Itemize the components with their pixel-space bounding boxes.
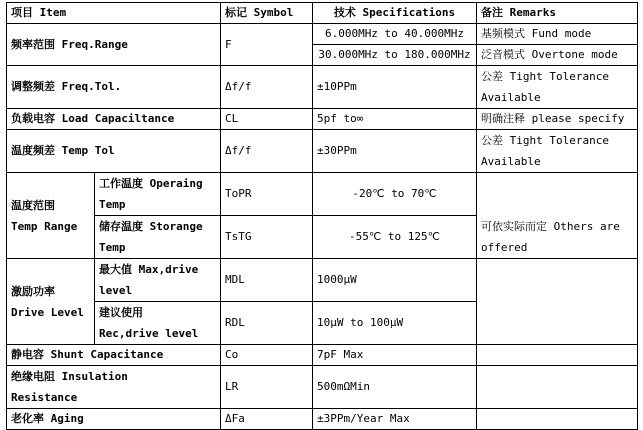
rec-drive-label-line2: Rec,drive level xyxy=(99,327,199,340)
load-cap-item: 负载电容 Load Capaciltance xyxy=(7,109,221,130)
table-row xyxy=(7,366,638,409)
temp-range-remark xyxy=(477,173,638,259)
load-cap-symbol: CL xyxy=(221,109,313,130)
temp-range-item-cn: 温度范围 xyxy=(11,198,55,212)
temp-range-remark-spacer xyxy=(481,174,633,216)
header-item: 项目 Item xyxy=(7,3,221,24)
aging-spec: ±3PPm/Year Max xyxy=(313,409,477,430)
load-cap-remark: 明确注释 please specify xyxy=(477,109,638,130)
insulation-item xyxy=(7,366,221,409)
shunt-cap-item: 静电容 Shunt Capacitance xyxy=(7,345,221,366)
drive-level-item-en: Drive Level xyxy=(11,305,84,319)
header-symbol: 标记 Symbol xyxy=(221,3,313,24)
freq-range-spec-fund: 6.000MHz to 40.000MHz xyxy=(313,24,477,45)
table-row xyxy=(7,259,638,302)
header-row xyxy=(7,3,638,24)
table-row xyxy=(7,409,638,430)
header-spec: 技术 Specifications xyxy=(313,3,477,24)
aging-remark xyxy=(477,409,638,430)
temp-range-remark-line1: 可依实际而定 Others are xyxy=(481,219,620,233)
table-row xyxy=(7,24,638,45)
temp-tol-symbol: Δf/f xyxy=(221,130,313,173)
operating-temp-symbol: ToPR xyxy=(221,173,313,216)
freq-tol-remark-line1: 公差 Tight Tolerance xyxy=(481,70,609,83)
temp-tol-remark xyxy=(477,130,638,173)
insulation-spec: 500mΩMin xyxy=(313,366,477,409)
operating-temp-label-line2: Temp xyxy=(99,198,126,211)
table-row xyxy=(7,109,638,130)
temp-tol-remark-line2: Available xyxy=(481,155,541,168)
shunt-cap-remark xyxy=(477,345,638,366)
freq-range-remark-overtone: 泛音模式 Overtone mode xyxy=(477,45,638,66)
freq-range-spec-overtone: 30.000MHz to 180.000MHz xyxy=(313,45,477,66)
insulation-item-line2: Resistance xyxy=(11,391,78,404)
load-cap-spec: 5pf to∞ xyxy=(313,109,477,130)
storage-temp-label xyxy=(95,216,221,259)
insulation-remark xyxy=(477,366,638,409)
freq-range-symbol: F xyxy=(221,24,313,66)
freq-tol-symbol: Δf/f xyxy=(221,66,313,109)
rec-drive-label xyxy=(95,302,221,345)
temp-range-remark-line2: offered xyxy=(481,240,528,254)
aging-item: 老化率 Aging xyxy=(7,409,221,430)
rec-drive-spec: 10μW to 100μW xyxy=(313,302,477,345)
operating-temp-spec: -20℃ to 70℃ xyxy=(313,173,477,216)
freq-tol-remark xyxy=(477,66,638,109)
max-drive-label-line1: 最大值 Max,drive xyxy=(99,263,199,276)
temp-tol-spec: ±30PPm xyxy=(313,130,477,173)
header-remarks: 备注 Remarks xyxy=(477,3,638,24)
freq-tol-remark-line2: Available xyxy=(481,91,541,104)
storage-temp-label-line1: 储存温度 Storange xyxy=(99,220,203,233)
specifications-table xyxy=(6,2,638,430)
insulation-symbol: LR xyxy=(221,366,313,409)
drive-level-item-cn: 激励功率 xyxy=(11,284,55,298)
freq-tol-item: 调整频差 Freq.Tol. xyxy=(7,66,221,109)
storage-temp-symbol: TsTG xyxy=(221,216,313,259)
temp-range-item xyxy=(7,173,95,259)
freq-tol-spec: ±10PPm xyxy=(313,66,477,109)
table-row xyxy=(7,345,638,366)
temp-tol-item: 温度频差 Temp Tol xyxy=(7,130,221,173)
table-row xyxy=(7,130,638,173)
drive-level-remark xyxy=(477,259,638,345)
operating-temp-label xyxy=(95,173,221,216)
freq-range-remark-fund: 基频模式 Fund mode xyxy=(477,24,638,45)
max-drive-spec: 1000μW xyxy=(313,259,477,302)
drive-level-item xyxy=(7,259,95,345)
max-drive-symbol: MDL xyxy=(221,259,313,302)
aging-symbol: ΔFa xyxy=(221,409,313,430)
storage-temp-spec: -55℃ to 125℃ xyxy=(313,216,477,259)
max-drive-label xyxy=(95,259,221,302)
shunt-cap-spec: 7pF Max xyxy=(313,345,477,366)
rec-drive-symbol: RDL xyxy=(221,302,313,345)
operating-temp-label-line1: 工作温度 Operaing xyxy=(99,177,203,190)
temp-tol-remark-line1: 公差 Tight Tolerance xyxy=(481,134,609,147)
table-row xyxy=(7,66,638,109)
storage-temp-label-line2: Temp xyxy=(99,241,126,254)
temp-range-item-en: Temp Range xyxy=(11,219,78,233)
insulation-item-line1: 绝缘电阻 Insulation xyxy=(11,370,128,383)
freq-range-item: 频率范围 Freq.Range xyxy=(7,24,221,66)
table-row xyxy=(7,173,638,216)
rec-drive-label-line1: 建议使用 xyxy=(99,306,143,319)
max-drive-label-line2: level xyxy=(99,284,133,297)
shunt-cap-symbol: Co xyxy=(221,345,313,366)
